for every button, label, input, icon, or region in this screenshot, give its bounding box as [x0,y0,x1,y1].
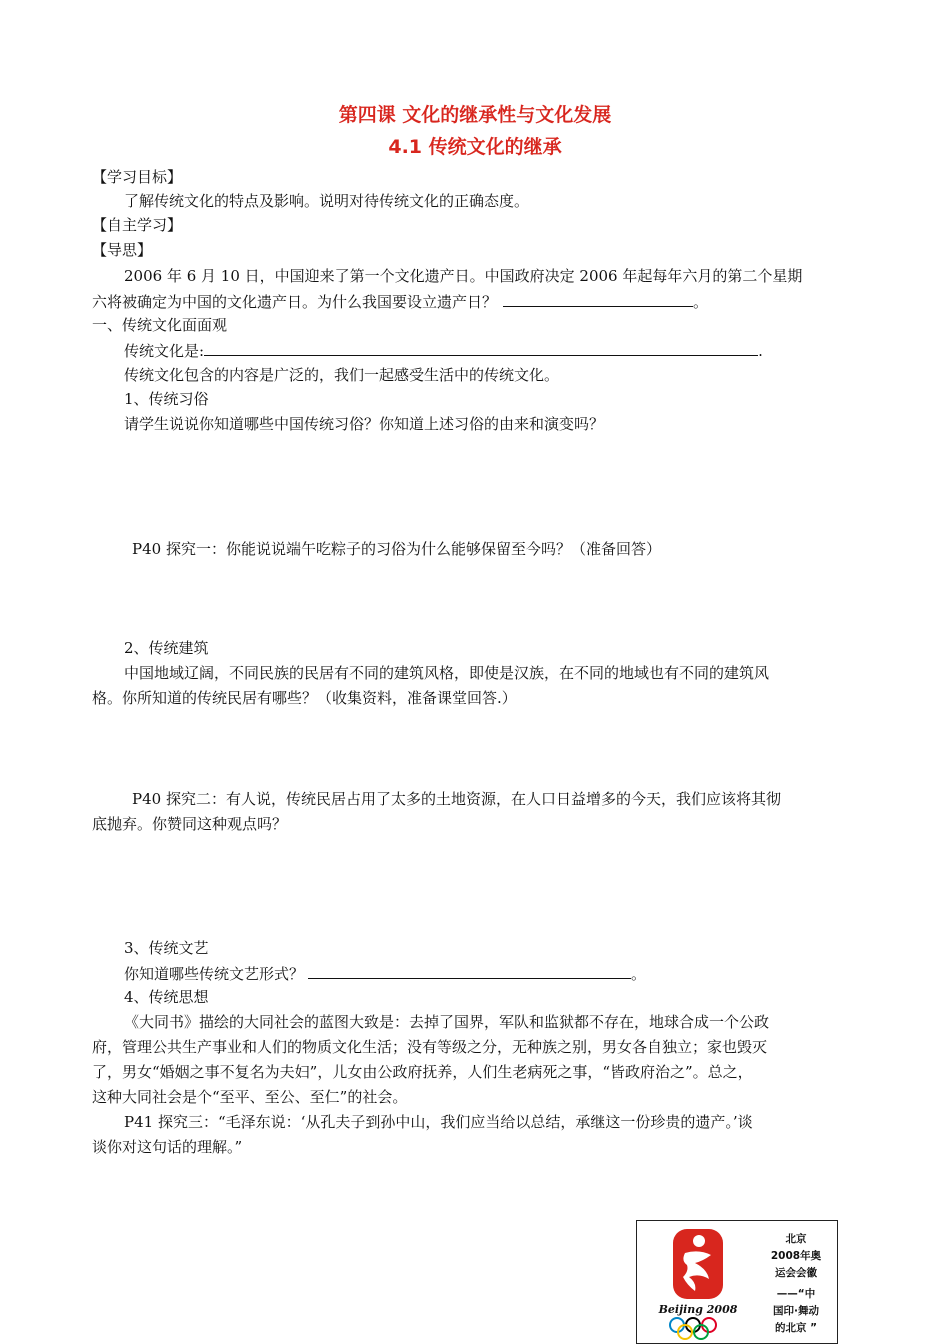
customs-heading: 1、传统习俗 [124,390,209,408]
explore-three-line-2: 谈你对这句话的理解。” [92,1138,243,1156]
intro-paragraph-line-2 [92,290,708,313]
emblem-caption-line: 的北京 ” [774,1322,818,1334]
arts-question: 你知道哪些传统文艺形式？ [124,965,305,983]
self-study-heading: 【自主学习】 [92,216,183,234]
architecture-line-1: 中国地域辽阔，不同民族的民居有不同的建筑风格，即使是汉族，在不同的地域也有不同的建筑风 [124,664,770,682]
definition-blank[interactable] [204,339,758,356]
explore-two-line-2: 底抛弃。你赞同这种观点吗？ [92,815,288,833]
emblem-caption-line: 国印·舞动 [773,1305,819,1317]
arts-question-line [124,962,646,985]
olympic-emblem-box [636,1220,838,1344]
arts-heading: 3、传统文艺 [124,939,209,957]
goal-text: 了解传统文化的特点及影响。说明对待传统文化的正确态度。 [124,192,530,210]
datong-line-4: 这种大同社会是个“至平、至公、至仁”的社会。 [92,1088,408,1106]
explore-one: P40 探究一：你能说说端午吃粽子的习俗为什么能够保留至今吗？（准备回答） [132,540,661,558]
datong-line-3: 了，男女“婚姻之事不复名为夫妇”，儿女由公政府抚养，人们生老病死之事，“皆政府治之”。总之， [92,1063,753,1081]
architecture-line-2: 格。你所知道的传统民居有哪些？（收集资料，准备课堂回答.） [92,689,517,707]
page-subtitle: 4.1 传统文化的继承 [388,136,562,158]
content-intro: 传统文化包含的内容是广泛的，我们一起感受生活中的传统文化。 [124,366,560,384]
intro-question: 六将被确定为中国的文化遗产日。为什么我国要设立遗产日？ [92,293,498,311]
olympic-emblem-icon [637,1221,759,1343]
dancer-head [693,1235,705,1247]
answer-blank[interactable] [503,290,693,307]
arts-end-mark: 。 [631,965,647,983]
explore-two-line-1: P40 探究二：有人说，传统民居占用了太多的土地资源，在人口日益增多的今天，我们应该将其彻 [132,790,781,808]
emblem-caption-line: 2008年奥 [770,1250,822,1262]
goal-heading: 【学习目标】 [92,168,183,186]
definition-end-mark: . [758,342,763,360]
emblem-caption-line: 运会会徽 [775,1267,817,1279]
page-title: 第四课 文化的继承性与文化发展 [338,104,612,126]
datong-line-2: 府，管理公共生产事业和人们的物质文化生活；没有等级之分，无种族之别，男女各自独立；家也毁灭 [92,1038,768,1056]
thought-heading: 4、传统思想 [124,988,209,1006]
intro-end-mark: 。 [693,293,709,311]
definition-label: 传统文化是: [124,342,205,360]
architecture-heading: 2、传统建筑 [124,639,209,657]
emblem-caption-line: ——“中 [776,1288,816,1300]
part1-heading: 一、传统文化面面观 [92,316,228,334]
emblem-caption-line: 北京 [785,1233,807,1245]
customs-question: 请学生说说你知道哪些中国传统习俗？你知道上述习俗的由来和演变吗？ [124,415,605,433]
beijing-2008-wordmark: Beijing 2008 [658,1303,738,1316]
definition-line [124,339,763,362]
explore-three-line-1: P41 探究三：“毛泽东说：‘从孔夫子到孙中山，我们应当给以总结，承继这一份珍贵的遗产。’谈 [124,1113,753,1131]
intro-paragraph-line-1: 2006 年 6 月 10 日，中国迎来了第一个文化遗产日。中国政府决定 2006 年起每年六月的第二个星期 [124,267,803,285]
arts-blank[interactable] [308,962,631,979]
datong-line-1: 《大同书》描绘的大同社会的蓝图大致是：去掉了国界，军队和监狱都不存在，地球合成一个公政 [124,1013,770,1031]
guide-heading: 【导思】 [92,241,153,259]
emblem-caption [761,1231,831,1337]
